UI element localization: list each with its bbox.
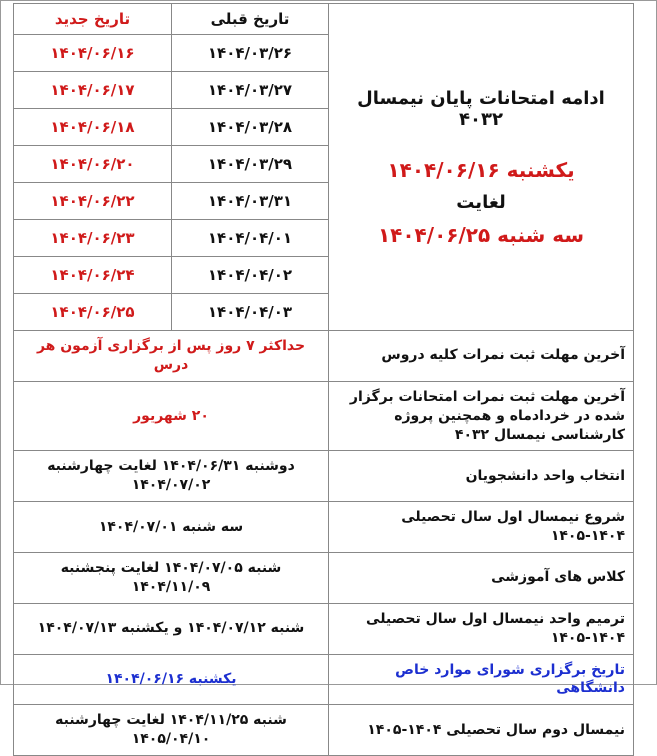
old-date-cell: ۱۴۰۴/۰۳/۲۶: [172, 35, 329, 72]
row-label: شروع نیمسال اول سال تحصیلی ۱۴۰۴-۱۴۰۵: [329, 502, 634, 553]
old-date-cell: ۱۴۰۴/۰۴/۰۲: [172, 257, 329, 294]
schedule-row: [14, 502, 634, 553]
row-value: ۲۰ شهریور: [14, 381, 329, 451]
old-date-cell: ۱۴۰۴/۰۳/۲۹: [172, 146, 329, 183]
new-date-header: تاریخ جدید: [14, 4, 172, 35]
new-date-cell: ۱۴۰۴/۰۶/۱۸: [14, 109, 172, 146]
schedule-row: [14, 603, 634, 654]
new-date-cell: ۱۴۰۴/۰۶/۲۲: [14, 183, 172, 220]
previous-date-header: تاریخ قبلی: [172, 4, 329, 35]
schedule-row: [14, 705, 634, 756]
row-value: یکشنبه ۱۴۰۴/۰۶/۱۶: [14, 654, 329, 705]
old-date-cell: ۱۴۰۴/۰۳/۳۱: [172, 183, 329, 220]
row-label: نیمسال دوم سال تحصیلی ۱۴۰۴-۱۴۰۵: [329, 705, 634, 756]
row-label: آخرین مهلت ثبت نمرات کلیه دروس: [329, 331, 634, 382]
exam-banner: [329, 4, 634, 331]
row-value: حداکثر ۷ روز پس از برگزاری آزمون هر درس: [14, 331, 329, 382]
row-label: ترمیم واحد نیمسال اول سال تحصیلی ۱۴۰۴-۱۴۰۵: [329, 603, 634, 654]
banner-title: ادامه امتحانات پایان نیمسال ۴۰۳۲: [357, 87, 605, 130]
row-label: آخرین مهلت ثبت نمرات امتحانات برگزار شده در خردادماه و همچنین پروژه کارشناسی نیمسال ۴۰۳۲: [329, 381, 634, 451]
banner-end-date: سه شنبه ۱۴۰۴/۰۶/۲۵: [377, 222, 585, 247]
banner-until: لغایت: [456, 191, 506, 213]
row-value: شنبه ۱۴۰۴/۰۷/۱۲ و یکشنبه ۱۴۰۴/۰۷/۱۳: [14, 603, 329, 654]
banner-start-date: یکشنبه ۱۴۰۴/۰۶/۱۶: [387, 157, 575, 182]
old-date-cell: ۱۴۰۴/۰۳/۲۷: [172, 72, 329, 109]
row-label: انتخاب واحد دانشجویان: [329, 451, 634, 502]
old-date-cell: ۱۴۰۴/۰۳/۲۸: [172, 109, 329, 146]
old-date-cell: ۱۴۰۴/۰۴/۰۳: [172, 294, 329, 331]
schedule-row: [14, 451, 634, 502]
row-value: شنبه ۱۴۰۴/۰۷/۰۵ لغایت پنجشنبه ۱۴۰۴/۱۱/۰۹: [14, 553, 329, 604]
new-date-cell: ۱۴۰۴/۰۶/۲۳: [14, 220, 172, 257]
exam-schedule-table: [13, 3, 634, 756]
schedule-row: [14, 654, 634, 705]
new-date-cell: ۱۴۰۴/۰۶/۱۶: [14, 35, 172, 72]
row-value: سه شنبه ۱۴۰۴/۰۷/۰۱: [14, 502, 329, 553]
schedule-row: [14, 553, 634, 604]
schedule-row: [14, 331, 634, 382]
old-date-cell: ۱۴۰۴/۰۴/۰۱: [172, 220, 329, 257]
new-date-cell: ۱۴۰۴/۰۶/۱۷: [14, 72, 172, 109]
row-label: تاریخ برگزاری شورای موارد خاص دانشگاهی: [329, 654, 634, 705]
row-value: شنبه ۱۴۰۴/۱۱/۲۵ لغایت چهارشنبه ۱۴۰۵/۰۴/۱۰: [14, 705, 329, 756]
row-label: کلاس های آموزشی: [329, 553, 634, 604]
schedule-row: [14, 381, 634, 451]
new-date-cell: ۱۴۰۴/۰۶/۲۰: [14, 146, 172, 183]
new-date-cell: ۱۴۰۴/۰۶/۲۴: [14, 257, 172, 294]
row-value: دوشنبه ۱۴۰۴/۰۶/۳۱ لغایت چهارشنبه ۱۴۰۴/۰۷/۰۲: [14, 451, 329, 502]
header-row: [14, 4, 634, 35]
new-date-cell: ۱۴۰۴/۰۶/۲۵: [14, 294, 172, 331]
